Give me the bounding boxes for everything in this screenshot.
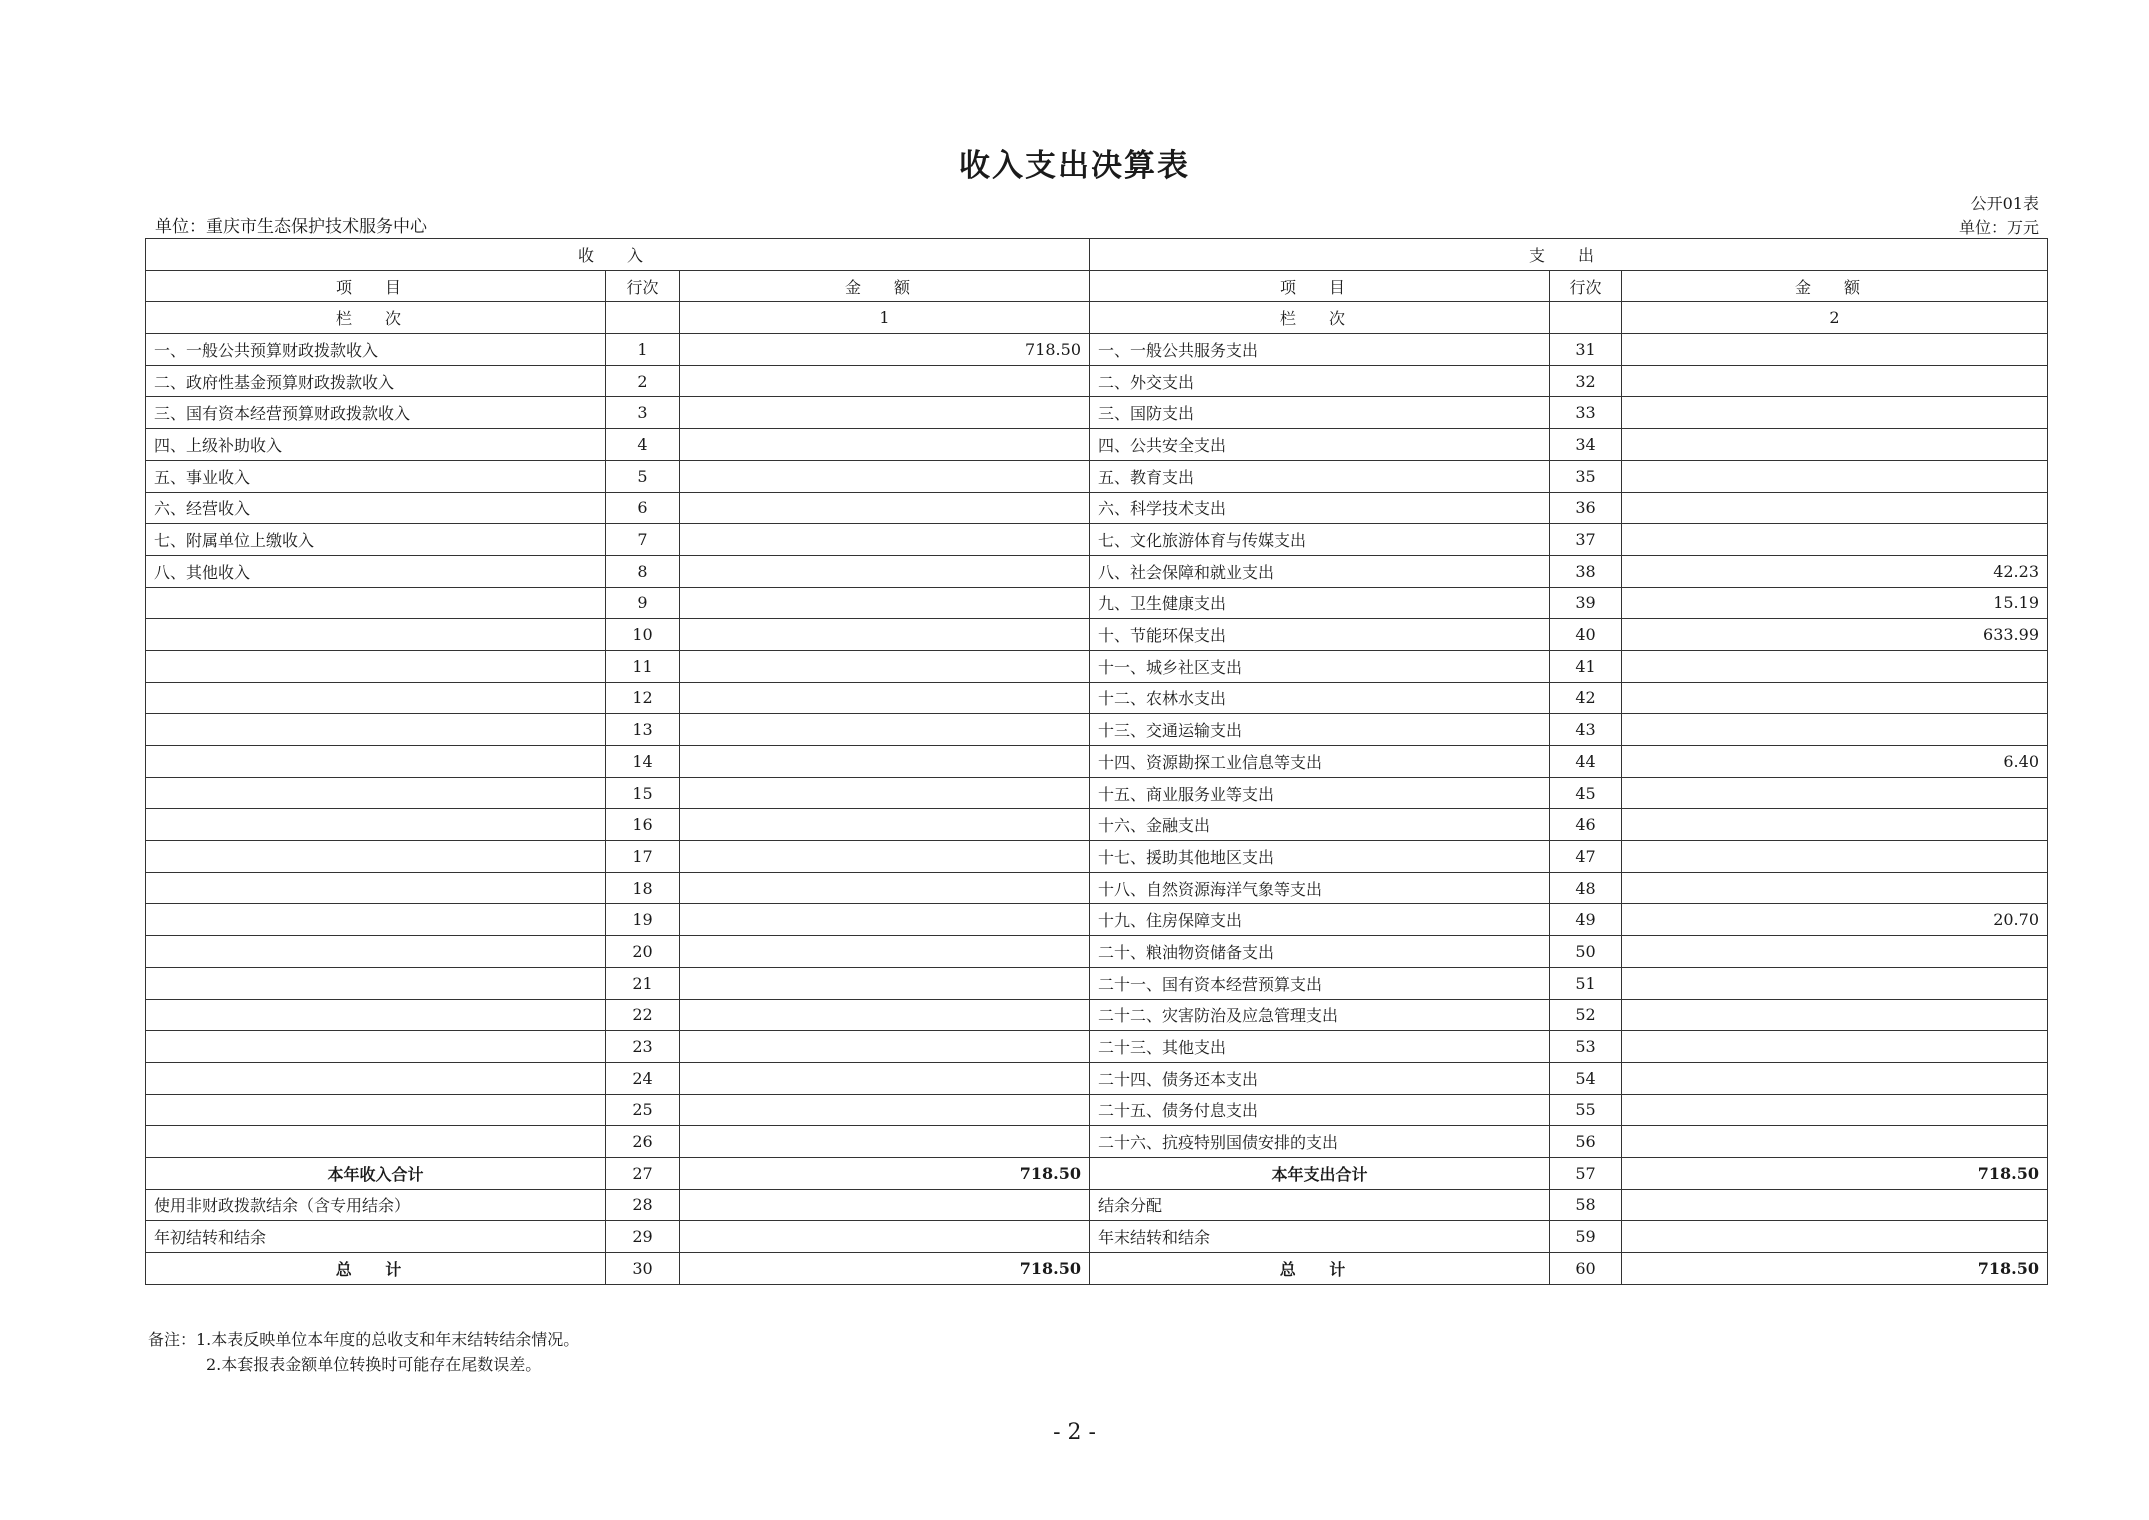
table-row xyxy=(146,809,2048,841)
income-amount xyxy=(680,841,1090,873)
expense-row-no: 52 xyxy=(1550,999,1622,1031)
table-row xyxy=(146,460,2048,492)
income-row-no: 1 xyxy=(606,334,680,366)
expense-amount xyxy=(1622,1031,2048,1063)
income-column-index-empty xyxy=(606,302,680,334)
year-total-row xyxy=(146,1157,2048,1189)
expense-item: 十一、城乡社区支出 xyxy=(1090,650,1550,682)
expense-amount xyxy=(1622,460,2048,492)
form-number: 公开01表 xyxy=(1970,194,2039,213)
income-row-no: 18 xyxy=(606,872,680,904)
expense-amount: 633.99 xyxy=(1622,619,2048,651)
expense-row-no: 31 xyxy=(1550,334,1622,366)
table-row xyxy=(146,1221,2048,1253)
income-amount xyxy=(680,1221,1090,1253)
expense-item: 二十三、其他支出 xyxy=(1090,1031,1550,1063)
income-row-no: 21 xyxy=(606,967,680,999)
expense-row-no: 44 xyxy=(1550,746,1622,778)
expense-amount: 15.19 xyxy=(1622,587,2048,619)
income-item: 六、经营收入 xyxy=(146,492,606,524)
income-amount xyxy=(680,999,1090,1031)
expense-row-no: 55 xyxy=(1550,1094,1622,1126)
expense-item: 四、公共安全支出 xyxy=(1090,429,1550,461)
expense-amount xyxy=(1622,999,2048,1031)
income-amount: 718.50 xyxy=(680,1253,1090,1285)
expense-row-no: 50 xyxy=(1550,936,1622,968)
expense-row-no: 54 xyxy=(1550,1062,1622,1094)
expense-row-no: 41 xyxy=(1550,650,1622,682)
expense-amount xyxy=(1622,397,2048,429)
expense-item: 二十六、抗疫特别国债安排的支出 xyxy=(1090,1126,1550,1158)
income-item xyxy=(146,777,606,809)
income-item xyxy=(146,936,606,968)
expense-row-no: 36 xyxy=(1550,492,1622,524)
income-amount xyxy=(680,1189,1090,1221)
expense-item-header: 项 目 xyxy=(1090,270,1550,302)
expense-amount xyxy=(1622,650,2048,682)
income-item xyxy=(146,619,606,651)
expense-amount xyxy=(1622,872,2048,904)
income-item xyxy=(146,967,606,999)
income-item: 五、事业收入 xyxy=(146,460,606,492)
expense-amount xyxy=(1622,1189,2048,1221)
income-amount xyxy=(680,682,1090,714)
income-row-no: 25 xyxy=(606,1094,680,1126)
expense-amount: 718.50 xyxy=(1622,1253,2048,1285)
income-row-no: 7 xyxy=(606,524,680,556)
expense-amount-header: 金 额 xyxy=(1622,270,2048,302)
expense-row-no: 58 xyxy=(1550,1189,1622,1221)
expense-amount xyxy=(1622,967,2048,999)
income-amount: 718.50 xyxy=(680,334,1090,366)
income-amount xyxy=(680,555,1090,587)
income-column-index: 1 xyxy=(680,302,1090,334)
income-amount xyxy=(680,619,1090,651)
income-amount xyxy=(680,936,1090,968)
table-row xyxy=(146,936,2048,968)
table-row xyxy=(146,1126,2048,1158)
expense-item: 五、教育支出 xyxy=(1090,460,1550,492)
table-row xyxy=(146,682,2048,714)
expense-item: 二十四、债务还本支出 xyxy=(1090,1062,1550,1094)
income-amount xyxy=(680,1031,1090,1063)
expense-row-no: 39 xyxy=(1550,587,1622,619)
expense-item: 本年支出合计 xyxy=(1090,1157,1550,1189)
page-number: - 2 - xyxy=(1053,1420,1096,1445)
expense-item: 十八、自然资源海洋气象等支出 xyxy=(1090,872,1550,904)
income-item: 使用非财政拨款结余（含专用结余） xyxy=(146,1189,606,1221)
column-header-row xyxy=(146,270,2048,302)
income-row-no: 26 xyxy=(606,1126,680,1158)
income-row-no-header: 行次 xyxy=(606,270,680,302)
income-row-no: 17 xyxy=(606,841,680,873)
expense-row-no: 33 xyxy=(1550,397,1622,429)
income-row-no: 24 xyxy=(606,1062,680,1094)
expense-amount xyxy=(1622,841,2048,873)
expense-row-no: 34 xyxy=(1550,429,1622,461)
income-row-no: 14 xyxy=(606,746,680,778)
income-item xyxy=(146,587,606,619)
expense-row-no: 42 xyxy=(1550,682,1622,714)
income-row-no: 5 xyxy=(606,460,680,492)
expense-row-no: 49 xyxy=(1550,904,1622,936)
expense-item: 二、外交支出 xyxy=(1090,365,1550,397)
expense-item: 一、一般公共服务支出 xyxy=(1090,334,1550,366)
income-amount xyxy=(680,397,1090,429)
table-row xyxy=(146,714,2048,746)
expense-row-no: 48 xyxy=(1550,872,1622,904)
income-item xyxy=(146,841,606,873)
table-row xyxy=(146,746,2048,778)
expense-amount xyxy=(1622,334,2048,366)
income-item xyxy=(146,1094,606,1126)
income-amount xyxy=(680,524,1090,556)
expense-amount xyxy=(1622,777,2048,809)
income-amount xyxy=(680,1126,1090,1158)
income-amount xyxy=(680,746,1090,778)
expense-row-no: 40 xyxy=(1550,619,1622,651)
income-row-no: 16 xyxy=(606,809,680,841)
income-amount xyxy=(680,365,1090,397)
table-row xyxy=(146,524,2048,556)
expense-column-index-empty xyxy=(1550,302,1622,334)
income-amount xyxy=(680,714,1090,746)
expense-item: 二十一、国有资本经营预算支出 xyxy=(1090,967,1550,999)
expense-amount xyxy=(1622,1094,2048,1126)
income-item xyxy=(146,872,606,904)
expense-column-index: 2 xyxy=(1622,302,2048,334)
expense-amount xyxy=(1622,682,2048,714)
expense-amount xyxy=(1622,365,2048,397)
income-item: 四、上级补助收入 xyxy=(146,429,606,461)
income-row-no: 20 xyxy=(606,936,680,968)
expense-item: 七、文化旅游体育与传媒支出 xyxy=(1090,524,1550,556)
currency-unit: 单位：万元 xyxy=(1958,218,2039,237)
expense-row-no: 53 xyxy=(1550,1031,1622,1063)
income-row-no: 10 xyxy=(606,619,680,651)
income-amount xyxy=(680,1062,1090,1094)
income-item: 二、政府性基金预算财政拨款收入 xyxy=(146,365,606,397)
income-row-no: 12 xyxy=(606,682,680,714)
table-row xyxy=(146,334,2048,366)
expense-item: 总 计 xyxy=(1090,1253,1550,1285)
income-item xyxy=(146,1126,606,1158)
income-item xyxy=(146,746,606,778)
income-item xyxy=(146,904,606,936)
expense-item: 十、节能环保支出 xyxy=(1090,619,1550,651)
expense-item: 十九、住房保障支出 xyxy=(1090,904,1550,936)
income-item: 一、一般公共预算财政拨款收入 xyxy=(146,334,606,366)
income-row-no: 13 xyxy=(606,714,680,746)
table-row xyxy=(146,587,2048,619)
expense-item: 三、国防支出 xyxy=(1090,397,1550,429)
expense-item: 十六、金融支出 xyxy=(1090,809,1550,841)
income-item-header: 项 目 xyxy=(146,270,606,302)
table-row xyxy=(146,904,2048,936)
expense-amount xyxy=(1622,809,2048,841)
income-row-no: 9 xyxy=(606,587,680,619)
expense-row-no: 47 xyxy=(1550,841,1622,873)
expense-item: 十四、资源勘探工业信息等支出 xyxy=(1090,746,1550,778)
expense-item: 八、社会保障和就业支出 xyxy=(1090,555,1550,587)
expense-row-no: 59 xyxy=(1550,1221,1622,1253)
income-row-no: 2 xyxy=(606,365,680,397)
expense-section-header: 支 出 xyxy=(1090,239,2048,271)
income-row-no: 30 xyxy=(606,1253,680,1285)
expense-row-no: 46 xyxy=(1550,809,1622,841)
income-item: 总 计 xyxy=(146,1253,606,1285)
expense-amount: 718.50 xyxy=(1622,1157,2048,1189)
table-row xyxy=(146,777,2048,809)
income-row-no: 22 xyxy=(606,999,680,1031)
income-row-no: 15 xyxy=(606,777,680,809)
table-row xyxy=(146,619,2048,651)
income-amount xyxy=(680,1094,1090,1126)
income-section-header: 收 入 xyxy=(146,239,1090,271)
income-item xyxy=(146,714,606,746)
expense-amount xyxy=(1622,524,2048,556)
table-row xyxy=(146,872,2048,904)
expense-amount xyxy=(1622,492,2048,524)
income-amount xyxy=(680,872,1090,904)
income-item: 三、国有资本经营预算财政拨款收入 xyxy=(146,397,606,429)
expense-column-label: 栏 次 xyxy=(1090,302,1550,334)
table-row xyxy=(146,365,2048,397)
table-row xyxy=(146,397,2048,429)
expense-item: 十三、交通运输支出 xyxy=(1090,714,1550,746)
page-title: 收入支出决算表 xyxy=(959,148,1190,184)
expense-amount: 42.23 xyxy=(1622,555,2048,587)
table-row xyxy=(146,1189,2048,1221)
income-amount xyxy=(680,777,1090,809)
income-amount: 718.50 xyxy=(680,1157,1090,1189)
expense-item: 二十二、灾害防治及应急管理支出 xyxy=(1090,999,1550,1031)
income-row-no: 6 xyxy=(606,492,680,524)
expense-row-no: 60 xyxy=(1550,1253,1622,1285)
table-row xyxy=(146,1062,2048,1094)
table-row xyxy=(146,492,2048,524)
table-row xyxy=(146,429,2048,461)
income-amount-header: 金 额 xyxy=(680,270,1090,302)
note-2: 2.本套报表金额单位转换时可能存在尾数误差。 xyxy=(206,1355,542,1374)
income-row-no: 3 xyxy=(606,397,680,429)
expense-row-no: 45 xyxy=(1550,777,1622,809)
income-row-no: 27 xyxy=(606,1157,680,1189)
expense-amount xyxy=(1622,1062,2048,1094)
expense-row-no: 57 xyxy=(1550,1157,1622,1189)
income-row-no: 4 xyxy=(606,429,680,461)
table-row xyxy=(146,841,2048,873)
table-row xyxy=(146,967,2048,999)
income-item: 七、附属单位上缴收入 xyxy=(146,524,606,556)
expense-item: 结余分配 xyxy=(1090,1189,1550,1221)
expense-row-no: 51 xyxy=(1550,967,1622,999)
expense-amount xyxy=(1622,1126,2048,1158)
expense-item: 二十、粮油物资储备支出 xyxy=(1090,936,1550,968)
income-amount xyxy=(680,650,1090,682)
expense-row-no: 32 xyxy=(1550,365,1622,397)
income-row-no: 19 xyxy=(606,904,680,936)
income-amount xyxy=(680,492,1090,524)
income-expense-table xyxy=(145,238,2048,1285)
income-column-label: 栏 次 xyxy=(146,302,606,334)
expense-item: 六、科学技术支出 xyxy=(1090,492,1550,524)
income-item xyxy=(146,809,606,841)
income-item: 年初结转和结余 xyxy=(146,1221,606,1253)
table-row xyxy=(146,1094,2048,1126)
column-index-row xyxy=(146,302,2048,334)
table-row xyxy=(146,555,2048,587)
expense-amount xyxy=(1622,714,2048,746)
income-row-no: 8 xyxy=(606,555,680,587)
income-item xyxy=(146,682,606,714)
expense-row-no: 37 xyxy=(1550,524,1622,556)
income-amount xyxy=(680,429,1090,461)
unit-name: 单位：重庆市生态保护技术服务中心 xyxy=(155,217,427,237)
expense-amount: 6.40 xyxy=(1622,746,2048,778)
expense-row-no: 56 xyxy=(1550,1126,1622,1158)
expense-row-no: 43 xyxy=(1550,714,1622,746)
income-amount xyxy=(680,904,1090,936)
income-amount xyxy=(680,809,1090,841)
table-row xyxy=(146,650,2048,682)
income-amount xyxy=(680,967,1090,999)
expense-row-no-header: 行次 xyxy=(1550,270,1622,302)
expense-item: 十七、援助其他地区支出 xyxy=(1090,841,1550,873)
expense-item: 二十五、债务付息支出 xyxy=(1090,1094,1550,1126)
expense-item: 十二、农林水支出 xyxy=(1090,682,1550,714)
table-row xyxy=(146,999,2048,1031)
expense-item: 十五、商业服务业等支出 xyxy=(1090,777,1550,809)
note-1: 备注：1.本表反映单位本年度的总收支和年末结转结余情况。 xyxy=(148,1330,580,1349)
expense-amount: 20.70 xyxy=(1622,904,2048,936)
income-item xyxy=(146,650,606,682)
income-amount xyxy=(680,460,1090,492)
income-amount xyxy=(680,587,1090,619)
income-row-no: 11 xyxy=(606,650,680,682)
expense-row-no: 35 xyxy=(1550,460,1622,492)
income-row-no: 23 xyxy=(606,1031,680,1063)
table-row xyxy=(146,1031,2048,1063)
expense-amount xyxy=(1622,1221,2048,1253)
income-item xyxy=(146,1031,606,1063)
income-item xyxy=(146,1062,606,1094)
income-item xyxy=(146,999,606,1031)
income-row-no: 29 xyxy=(606,1221,680,1253)
income-row-no: 28 xyxy=(606,1189,680,1221)
notes xyxy=(148,1327,579,1377)
income-item: 本年收入合计 xyxy=(146,1157,606,1189)
section-header-row xyxy=(146,239,2048,271)
expense-row-no: 38 xyxy=(1550,555,1622,587)
expense-item: 年末结转和结余 xyxy=(1090,1221,1550,1253)
income-item: 八、其他收入 xyxy=(146,555,606,587)
expense-item: 九、卫生健康支出 xyxy=(1090,587,1550,619)
expense-amount xyxy=(1622,429,2048,461)
expense-amount xyxy=(1622,936,2048,968)
grand-total-row xyxy=(146,1253,2048,1285)
